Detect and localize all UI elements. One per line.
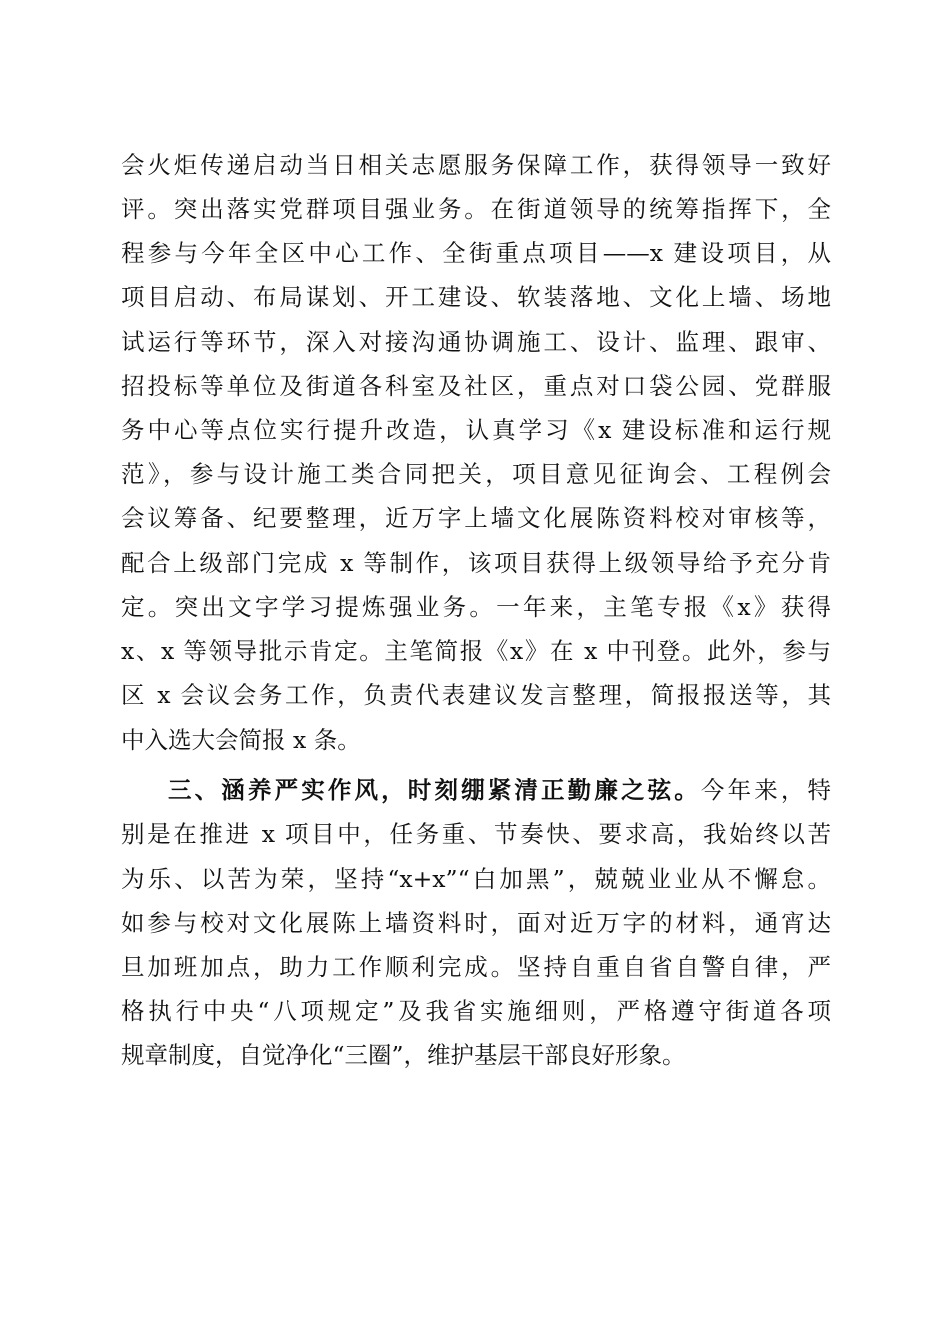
paragraph-1-line-13: 区 x 会议会务工作，负责代表建议发言整理，简报报送等，其: [121, 681, 831, 709]
paragraph-1-line-9: 会议筹备、纪要整理，近万字上墙文化展陈资料校对审核等，: [121, 504, 831, 532]
paragraph-1-line-12: x、x 等领导批示肯定。主笔简报《x》在 x 中刊登。此外，参与: [121, 637, 831, 665]
paragraph-1-line-11: 定。突出文字学习提炼强业务。一年来，主笔专报《x》获得: [121, 593, 831, 621]
paragraph-1-line-1: 会火炬传递启动当日相关志愿服务保障工作，获得领导一致好: [121, 151, 831, 179]
paragraph-1-line-8: 范》，参与设计施工类合同把关，项目意见征询会、工程例会: [121, 460, 831, 488]
paragraph-2-line-6: 格执行中央“八项规定”及我省实施细则，严格遵守街道各项: [121, 997, 831, 1025]
paragraph-1-line-7: 务中心等点位实行提升改造，认真学习《x 建设标准和运行规: [121, 416, 831, 444]
paragraph-1-line-3: 程参与今年全区中心工作、全街重点项目——x 建设项目，从: [121, 239, 831, 267]
paragraph-1-line-14: 中入选大会简报 x 条。: [121, 726, 361, 754]
paragraph-1-line-6: 招投标等单位及街道各科室及社区，重点对口袋公园、党群服: [121, 372, 831, 400]
paragraph-1-line-4: 项目启动、布局谋划、开工建设、软装落地、文化上墙、场地: [121, 283, 831, 311]
paragraph-1-line-10: 配合上级部门完成 x 等制作，该项目获得上级领导给予充分肯: [121, 549, 831, 577]
paragraph-2-line-3: 为乐、以苦为荣，坚持“x+x”“白加黑”，兢兢业业从不懈怠。: [121, 865, 831, 893]
paragraph-1-line-2: 评。突出落实党群项目强业务。在街道领导的统筹指挥下，全: [121, 195, 831, 223]
paragraph-2-line-2: 别是在推进 x 项目中，任务重、节奏快、要求高，我始终以苦: [121, 820, 831, 848]
paragraph-2-line-7: 规章制度，自觉净化“三圈”，维护基层干部良好形象。: [121, 1041, 686, 1069]
paragraph-1-line-5: 试运行等环节，深入对接沟通协调施工、设计、监理、跟审、: [121, 328, 831, 356]
paragraph-2-line-4: 如参与校对文化展陈上墙资料时，面对近万字的材料，通宵达: [121, 909, 831, 937]
section-heading: 三、涵养严实作风，时刻绷紧清正勤廉之弦。: [168, 776, 701, 804]
paragraph-2-line-1: [168, 768, 831, 812]
paragraph-2-line-5: 旦加班加点，助力工作顺利完成。坚持自重自省自警自律，严: [121, 953, 831, 981]
paragraph-2-line-1-rest: 今年来，特: [700, 776, 832, 804]
